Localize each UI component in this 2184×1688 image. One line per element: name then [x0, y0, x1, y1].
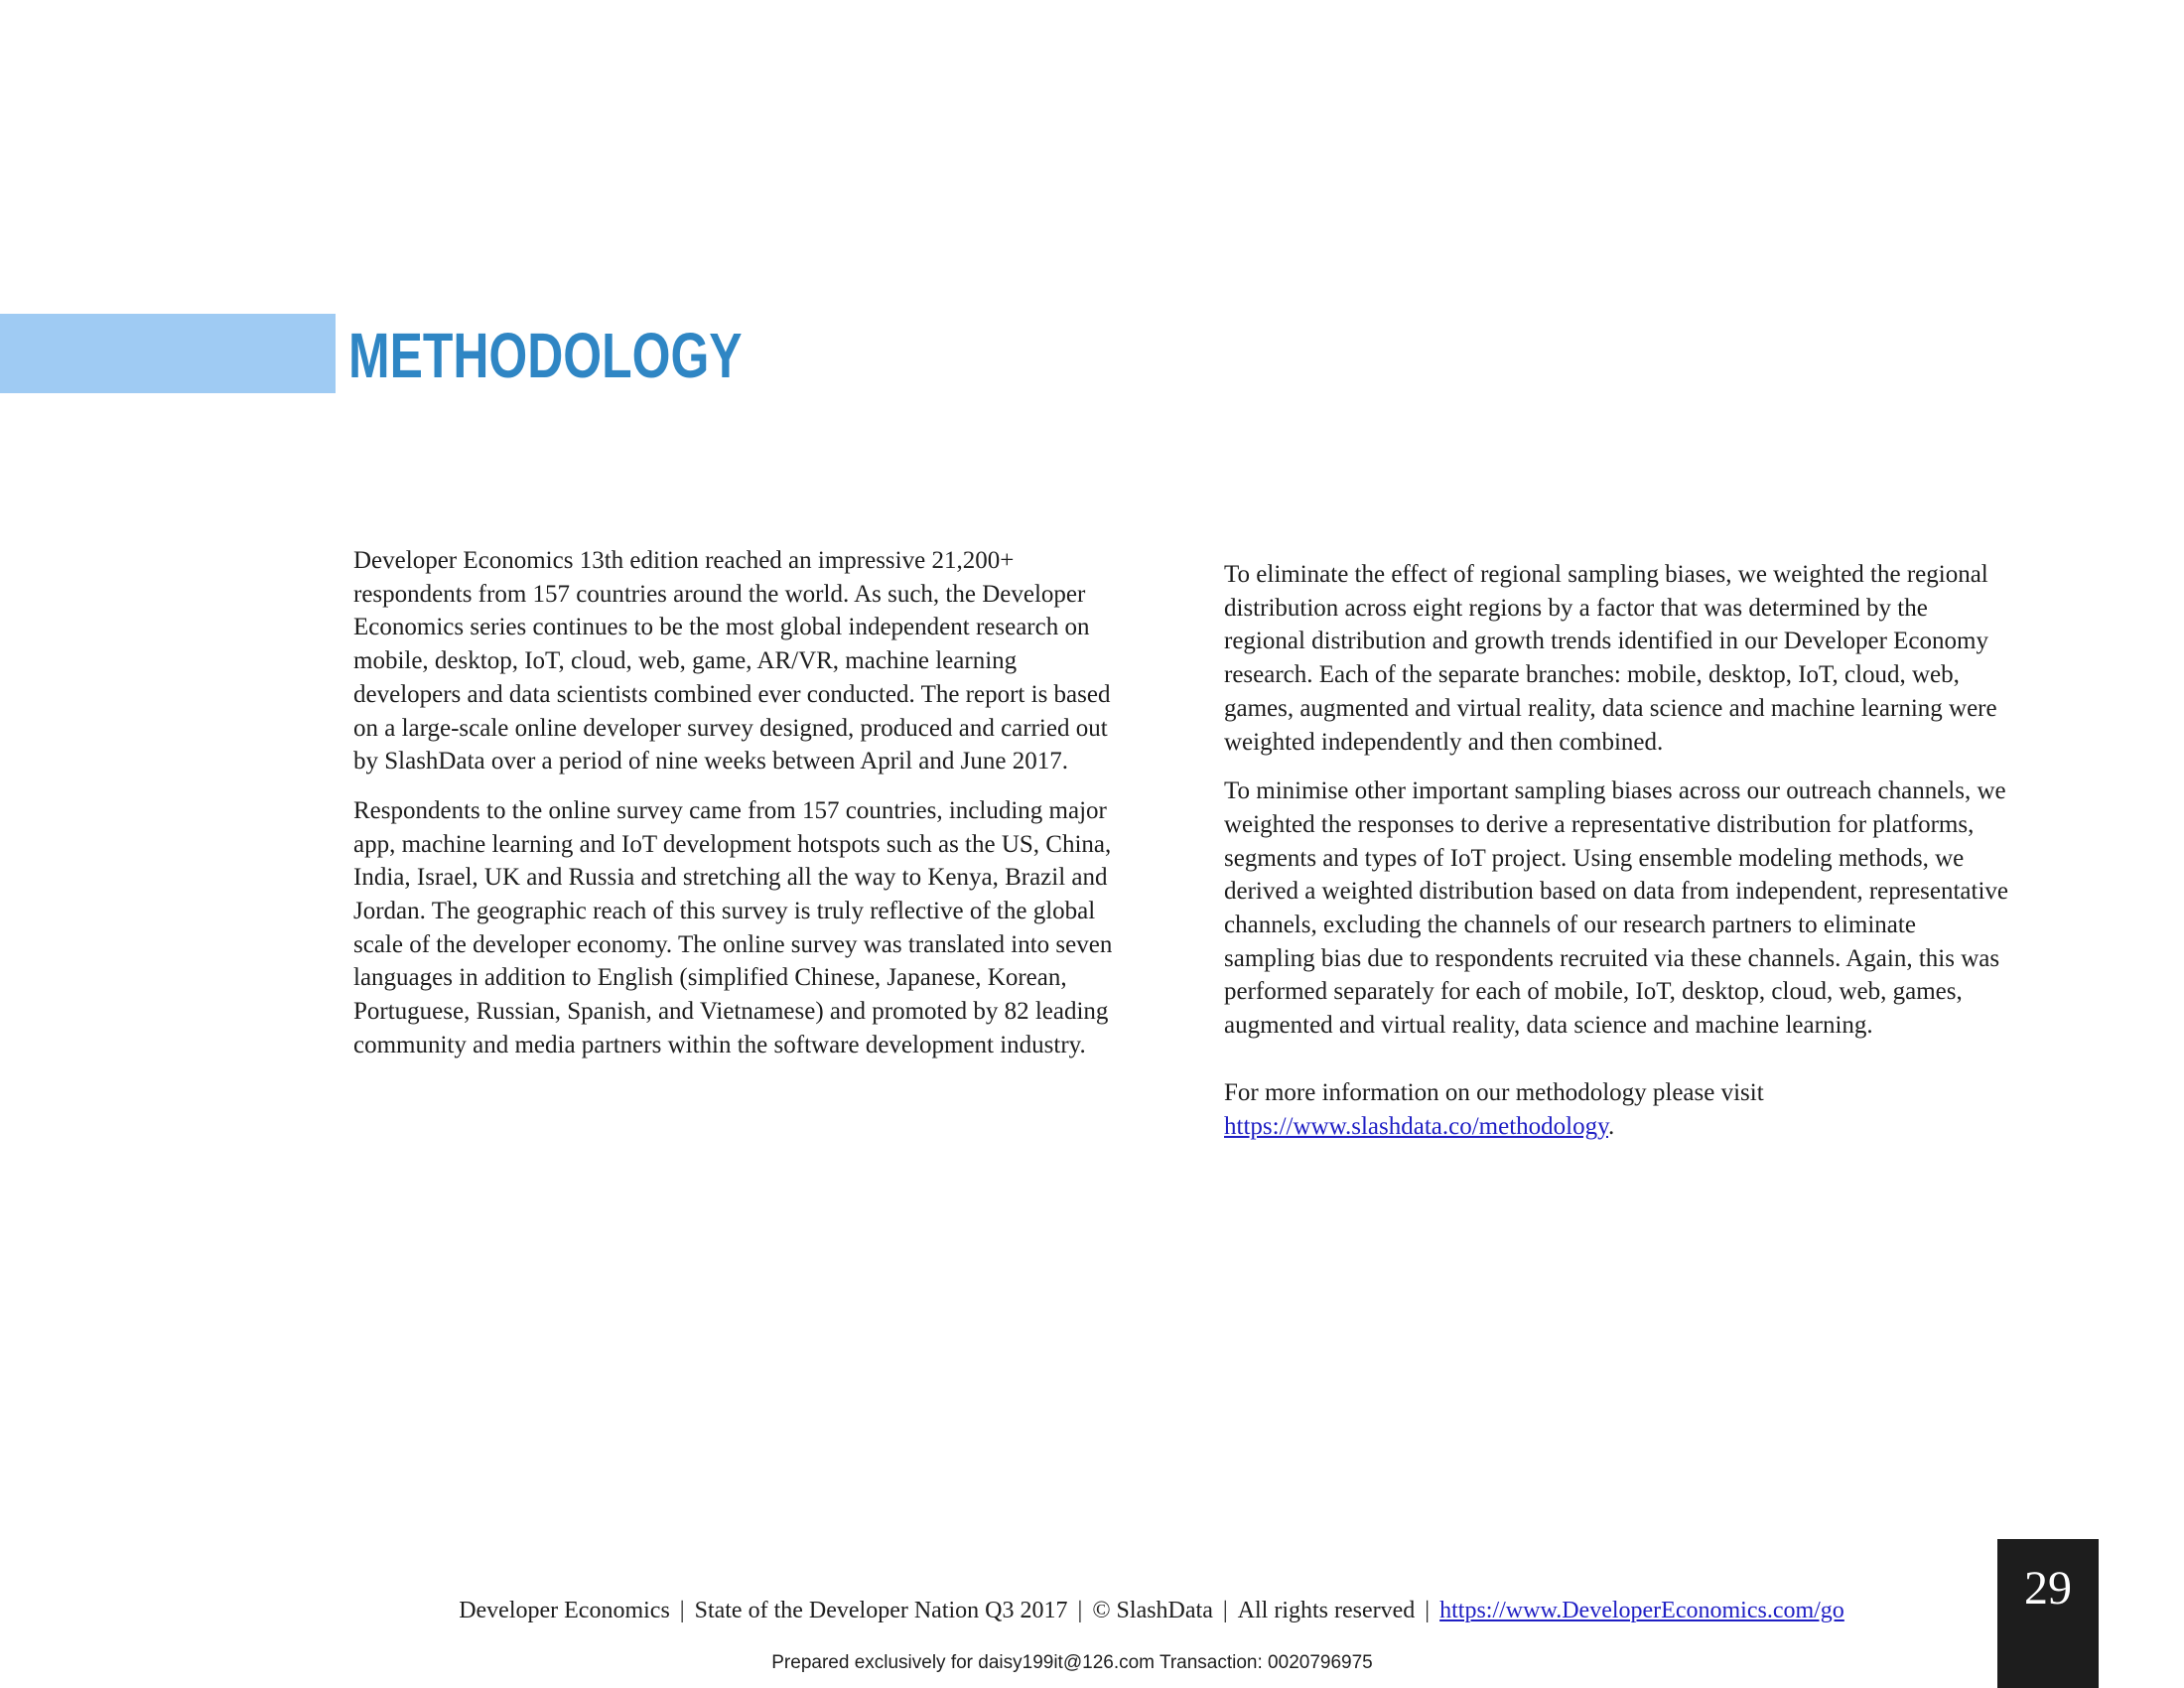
- footer-rights: All rights reserved: [1237, 1598, 1416, 1623]
- footer-separator: |: [1077, 1598, 1083, 1623]
- footer-brand: Developer Economics: [459, 1598, 670, 1623]
- methodology-link[interactable]: https://www.slashdata.co/methodology: [1224, 1112, 1608, 1140]
- more-info-text: For more information on our methodology please visit: [1224, 1078, 1764, 1106]
- more-info-paragraph: [1224, 1076, 2008, 1143]
- paragraph: To minimise other important sampling biases across our outreach channels, we weighted the responses to derive a representative distribution for platforms, segments and types of IoT project. Using ensemble modeling methods, we derived a weighted distribution based on data from independent, representative channels, excluding the channels of our research partners to eliminate sampling bias due to respondents recruited via these channels. Again, this was performed separately for each of mobile, IoT, desktop, cloud, web, games, augmented and virtual reality, data science and machine learning.: [1224, 777, 2009, 1040]
- prepared-for-line: Prepared exclusively for daisy199it@126.com Transaction: 0020796975: [771, 1652, 1373, 1673]
- footer-report-title: State of the Developer Nation Q3 2017: [694, 1598, 1068, 1623]
- paragraph: Respondents to the online survey came from 157 countries, including major app, machine learning and IoT development hotspots such as the US, China, India, Israel, UK and Russia and stretching all the way to Kenya, Brazil and Jordan. The geographic reach of this survey is truly reflective of the global scale of the developer economy. The online survey was translated into seven languages in addition to English (simplified Chinese, Japanese, Korean, Portuguese, Russian, Spanish, and Vietnamese) and promoted by 82 leading community and media partners within the software development industry.: [353, 796, 1113, 1058]
- right-column: [1224, 558, 2008, 1159]
- footer-separator: |: [679, 1598, 685, 1623]
- left-column: [353, 544, 1126, 1078]
- footer: [357, 1595, 1946, 1626]
- footer-website-link[interactable]: https://www.DeveloperEconomics.com/go: [1439, 1598, 1844, 1623]
- paragraph: Developer Economics 13th edition reached an impressive 21,200+ respondents from 157 countries around the world. As such, the Developer Economics series continues to be the most global independent research on mobile, desktop, IoT, cloud, web, game, AR/VR, machine learning developers and data scientists combined ever conducted. The report is based on a large-scale online developer survey designed, produced and carried out by SlashData over a period of nine weeks between April and June 2017.: [353, 547, 1111, 775]
- footer-separator: |: [1425, 1598, 1431, 1623]
- page-title: METHODOLOGY: [348, 320, 743, 391]
- more-info-period: .: [1608, 1112, 1615, 1140]
- page-number: 29: [2024, 1562, 2072, 1615]
- footer-copyright: © SlashData: [1092, 1598, 1213, 1623]
- paragraph: To eliminate the effect of regional sampling biases, we weighted the regional distribution across eight regions by a factor that was determined by the regional distribution and growth trends identified in our Developer Economy research. Each of the separate branches: mobile, desktop, IoT, cloud, web, games, augmented and virtual reality, data science and machine learning were weighted independently and then combined.: [1224, 561, 1997, 756]
- footer-separator: |: [1222, 1598, 1228, 1623]
- heading-accent-bar: [0, 314, 336, 393]
- page-number-box: [1997, 1539, 2099, 1688]
